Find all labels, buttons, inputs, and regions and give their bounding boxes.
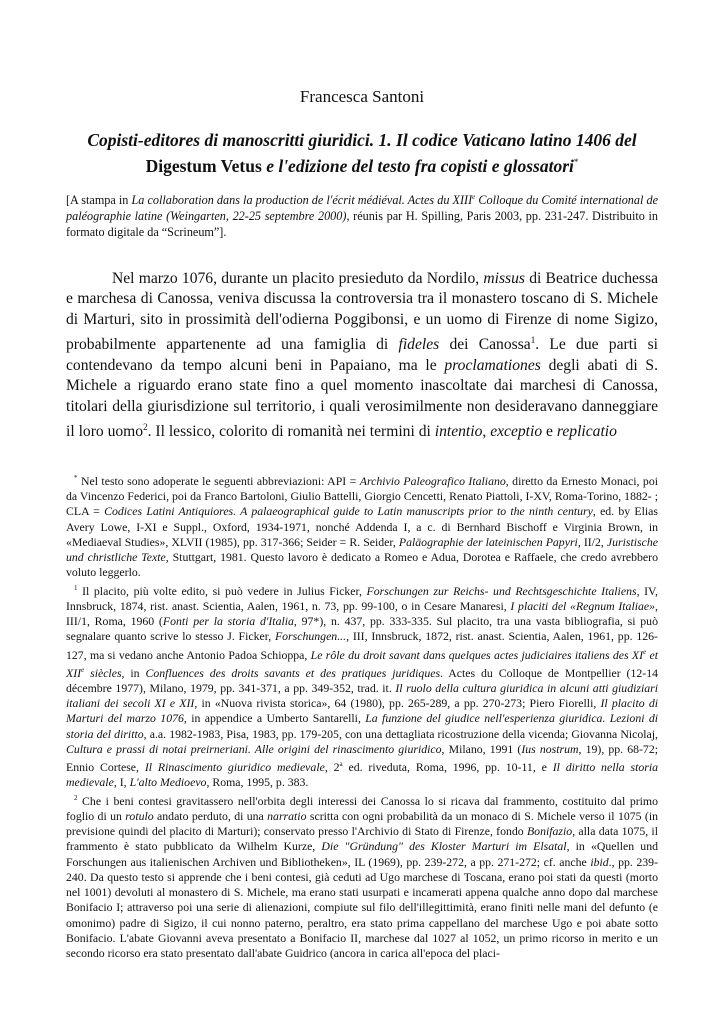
footnote-italic: Ius nostrum (521, 741, 579, 756)
title-part-2: Digestum Vetus (145, 155, 262, 176)
title-footnote-mark: * (573, 157, 579, 167)
footnote-star (66, 471, 658, 581)
footnote-text: , in «Nuova rivista storica», 64 (1980), pp. 265-289, a pp. 270-273; Piero Fiorelli, (194, 696, 601, 711)
footnote-mark: 2 (74, 793, 78, 802)
publication-note-text: , réunis par H. Spilling, Paris 2003, pp. 231-247. Distribuito in formato digitale da “Scrineum”]. (66, 209, 658, 240)
footnote-text: , 97*), n. 437, pp. 333-335. Sul placito, tra una vasta bibliografia, si può segnalare quanto scrive lo stesso J. Ficker, (66, 614, 658, 644)
footnote-italic: Codices Latini Antiquiores. A palaeographical guide to Latin manuscripts prior to the ninth century (104, 504, 593, 519)
footnote-italic: Forschungen... (274, 629, 347, 644)
footnote-text: Che i beni contesi gravitassero nell'orbita degli interessi dei Canossa lo si ricava dal frammento, costituito dal primo foglio di un (66, 793, 658, 823)
footnote-italic: Il diritto nella storia medievale (66, 760, 659, 790)
footnote-italic: Il placito di Marturi del marzo 1076 (66, 696, 658, 726)
body-italic: fideles (398, 336, 440, 354)
footnote-text: , Stuttgart, 1981. Questo lavoro è dedicato a Romeo e Adua, Dorotea e Raffaele, che credo avrebbero voluto leggerlo. (66, 550, 658, 580)
body-text: , (482, 423, 491, 441)
publication-note-italic: La collaboration dans la production de l'écrit médiéval. Actes du XIII (131, 193, 473, 208)
footnote-italic: Juristische und christliche Texte (66, 534, 658, 565)
footnote-text: , 2 (324, 760, 340, 775)
footnote-text: , alla data 1075, il frammento è stato pubblicato da Wilhelm Kurze, (66, 824, 658, 854)
footnote-italic: Paläographie der lateinischen Papyri (398, 534, 578, 549)
footnote-italic: Le rôle du droit savant dans quelques actes judiciaires italiens des XI (310, 647, 644, 662)
footnote-text: , I, (113, 775, 130, 790)
footnote-text: andato perduto, di una (153, 808, 268, 823)
footnote-italic: et XII (66, 647, 658, 680)
footnote-italic: Die "Gründung" des Kloster Marturi im Elsatal (321, 839, 567, 854)
title-part-3: e l'edizione del testo fra copisti e glossatori (261, 155, 574, 176)
footnote-text: , Milano, 1991 ( (441, 741, 522, 756)
footnote-italic: Cultura e prassi di notai preirneriani. Alle origini del rinascimento giuridico (66, 741, 442, 756)
footnote-superscript: e (643, 647, 647, 656)
body-text: di Beatrice duchessa e marchesa di Canossa, veniva discussa la controversia tra il monastero toscano di S. Michele di Marturi, sito in prossimità dell'odierna Poggibonsi, e un uomo di Firenze di nome Sigizo, probabilmente appartenente ad una famiglia di (66, 270, 658, 354)
footnote-text: , ed. by Elias Avery Lowe, I-XI e Suppl., Oxford, 1934-1971, nonché Addenda I, a c. di Bernhard Bischoff e Virginia Brown, in «Mediaeval Studies», XLVII (1985), pp. 317-366; Seider = R. Seider, (66, 504, 659, 549)
footnote-italic: Il ruolo della cultura giuridica in alcuni atti giudiziari italiani dei secoli XI e XII (66, 680, 659, 711)
body-text: degli abati di S. Michele a riguardo erano state fino a quel momento inascoltate dai marchesi di Canossa, titolari della giurisdizione sul territorio, i quali verosimilmente non desideravano danneggiare il loro uomo (66, 356, 658, 441)
body-text: dei Canossa (439, 336, 531, 354)
body-text: e (542, 423, 557, 441)
footnote-2 (66, 791, 658, 962)
footnote-text: , 19), pp. 68-72; Ennio Cortese, (66, 741, 659, 775)
footnote-mark: * (74, 474, 78, 482)
footnote-italic: Forschungen zur Reichs- und Rechtsgeschichte Italiens (366, 583, 637, 598)
footnote-mark: 1 (74, 583, 78, 592)
footnote-text: , in appendice a Umberto Santarelli, (183, 711, 366, 726)
footnote-italic: Archivio Paleografico Italiano (359, 473, 506, 488)
footnote-ref-1[interactable]: 1 (530, 335, 536, 346)
footnote-italic: Fonti per la storia d'Italia (162, 614, 294, 629)
footnote-text: , diretto da Ernesto Monaci, poi da Vincenzo Federici, poi da Franco Bartoloni, Giulio Battelli, Giorgio Cencetti, Renato Piattoli, I-XV, Roma-Torino, 1882- ; CLA = (66, 473, 658, 519)
body-italic: exceptio (490, 423, 543, 441)
publication-note-italic: Colloque du Comité international de paléographie latine (Weingarten, 22-25 septembre 2000) (66, 193, 658, 224)
body-italic: missus (483, 270, 525, 287)
footnote-text: ., pp. 239-240. Da questo testo si apprende che i beni contesi, già ceduti ad Ugo marchese di Toscana, erano poi stati da questi (morto nel 1001) devoluti al monastero di S. Michele, ma erano stati usurpati e incamerati appena qualche anno dopo dal marchese Bonifacio I; attraverso poi una serie di alienazioni, compiute sul filo dell'illegittimità, erano finiti nelle mani del defunto (e omonimo) padre di Sigizo, il cui nonno paterno, peraltro, era stato prima cappellano del marchese Ugo e poi abate sotto Bonifacio. L'abate Giovanni aveva presentato a Bonifacio II, marchese dal 1027 al 1052, un primo ricorso in merito e un secondo ricorso era stato presentato dall'abate Guidrico (ancora in carica all'epoca del placi- (66, 854, 659, 961)
footnote-italic: ibid (590, 854, 609, 869)
footnote-text: , a.a. 1982-1983, Pisa, 1983, pp. 179-205, con una dettagliata ricostruzione della vicenda; Giovanna Nicolaj, (143, 726, 658, 741)
footnote-text: , Roma, 1995, p. 383. (206, 775, 309, 790)
body-text: . Il lessico, colorito di romanità nei termini di (147, 423, 435, 441)
body-paragraph (66, 269, 658, 443)
footnote-italic: narratio (267, 808, 307, 823)
footnote-text: scritta con ogni probabilità da un monaco di S. Michele verso il 1075 (in previsione quindi del placito di Marturi); conservato presso l'Archivio di Stato di Firenze, fondo (66, 808, 659, 839)
body-text: . Le due parti si contendevano da tempo alcuni beni in Papaiano, ma le (66, 336, 659, 374)
footnote-text: . Actes du Colloque de Montpellier (12-14 décembre 1977), Milano, 1979, pp. 341-371, a pp. 349-352, trad. it. (66, 665, 658, 695)
footnote-text: Nel testo sono adoperate le seguenti abbreviazioni: API = (77, 473, 360, 488)
footnote-italic: siècles (84, 665, 122, 680)
publication-note-text: [A stampa in (66, 193, 132, 208)
footnote-text: , III, Innsbruck, 1872, rist. anast. Scientia, Aalen, 1961, pp. 126-127, ma si vedano anche Antonio Padoa Schioppa, (66, 629, 658, 662)
footnote-text: , II/2, (577, 534, 607, 549)
publication-note (66, 189, 658, 240)
footnote-text: , IV, Innsbruck, 1874, rist. anast. Scientia, Aalen, 1961, n. 73, pp. 99-100, o in Cesare Manaresi, (66, 583, 659, 613)
body-text: Nel marzo 1076, durante un placito presieduto da Nordilo, (112, 270, 484, 287)
body-italic: intentio (434, 423, 483, 441)
title-part-1: Copisti-editores di manoscritti giuridici. 1. Il codice Vaticano latino 1406 del (87, 130, 637, 150)
footnote-1 (66, 581, 658, 791)
footnotes (66, 471, 658, 961)
footnote-text: , in «Quellen und Forschungen aus italienischen Archiven und Bibliotheken», IL (1969), pp. 239-272, a pp. 271-272; cf. anche (66, 839, 659, 869)
footnote-italic: Confluences des droits savants et des pratiques juridiques (145, 665, 441, 680)
footnote-italic: I placiti del «Regnum Italiae» (510, 598, 656, 613)
body-italic: proclamationes (444, 356, 541, 374)
footnote-ref-2[interactable]: 2 (143, 422, 148, 433)
footnote-italic: Bonifazio (526, 824, 573, 839)
footnote-italic: rotulo (125, 808, 154, 823)
footnote-superscript: a (339, 760, 343, 769)
footnote-italic: Il Rinascimento giuridico medievale (144, 760, 325, 775)
footnote-italic: L'alto Medioevo (129, 775, 207, 790)
body-italic: replicatio (556, 423, 617, 441)
publication-note-superscript: e (472, 193, 476, 201)
author-name: Francesca Santoni (299, 87, 425, 106)
footnote-italic: La funzione del giudice nell'esperienza giuridica. Lezioni di storia del diritto (66, 711, 659, 741)
footnote-superscript: e (81, 665, 85, 674)
footnote-text: ed. riveduta, Roma, 1996, pp. 10-11, e (342, 760, 553, 775)
footnote-text: , in (121, 665, 146, 680)
paper-title (66, 129, 658, 177)
footnote-text: Il placito, più volte edito, si può vedere in Julius Ficker, (77, 583, 367, 598)
footnote-text: , III/1, Roma, 1960 ( (66, 598, 658, 629)
